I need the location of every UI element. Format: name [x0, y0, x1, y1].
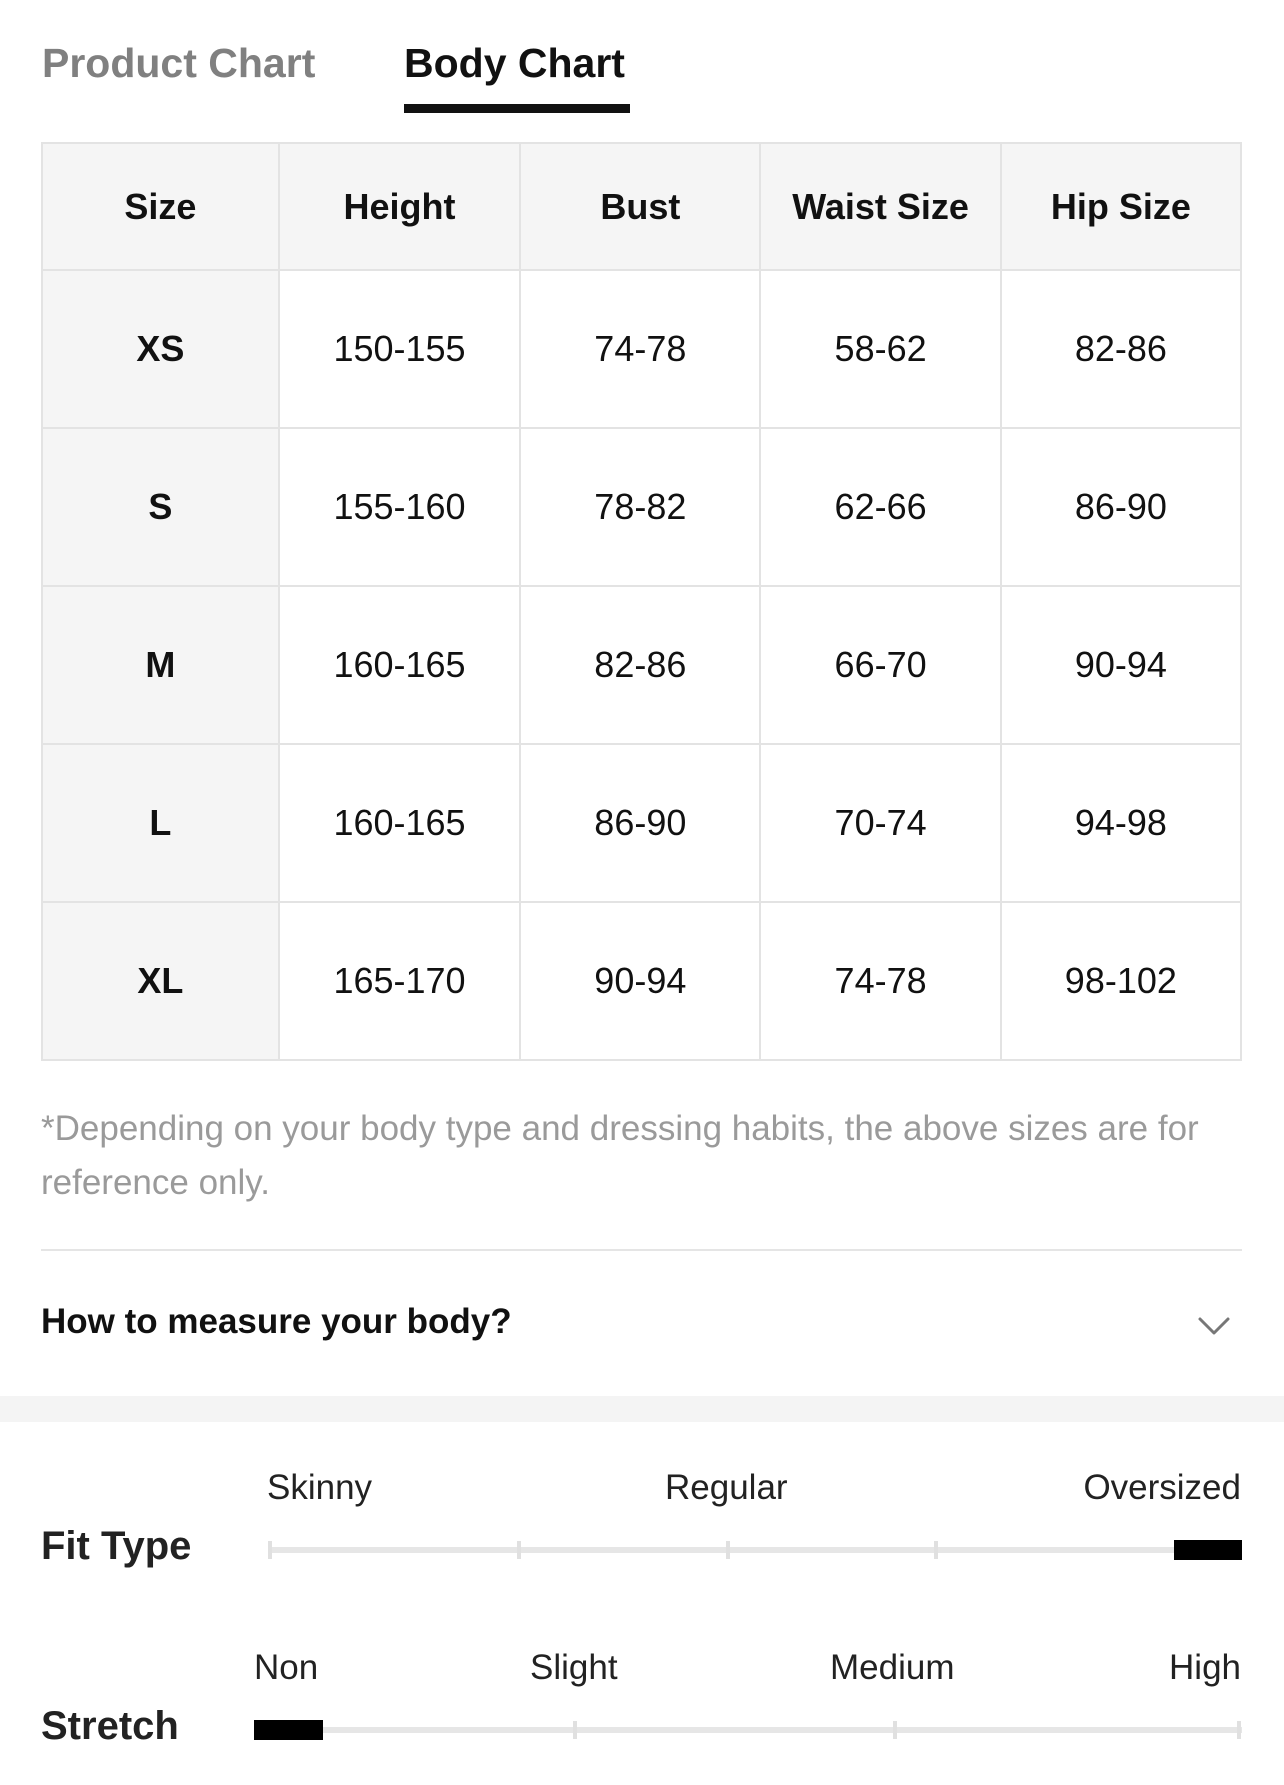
column-header-height: Height	[279, 143, 520, 270]
tab-product-chart[interactable]: Product Chart	[42, 40, 316, 86]
size-cell: L	[42, 744, 279, 902]
hip-cell: 94-98	[1001, 744, 1241, 902]
size-cell: M	[42, 586, 279, 744]
size-cell: S	[42, 428, 279, 586]
table-row	[42, 428, 1241, 586]
body-size-table	[41, 142, 1242, 1061]
active-tab-indicator	[404, 104, 630, 113]
height-cell: 155-160	[279, 428, 520, 586]
stretch-label-slight: Slight	[530, 1648, 618, 1687]
stretch-tick	[1237, 1721, 1241, 1739]
table-row	[42, 902, 1241, 1060]
height-cell: 150-155	[279, 270, 520, 428]
divider	[41, 1249, 1242, 1251]
stretch-label-medium: Medium	[830, 1648, 955, 1687]
column-header-bust: Bust	[520, 143, 760, 270]
stretch-tick	[573, 1721, 577, 1739]
fit-type-tick	[517, 1541, 521, 1559]
hip-cell: 98-102	[1001, 902, 1241, 1060]
fit-type-label-skinny: Skinny	[267, 1468, 373, 1507]
size-cell: XS	[42, 270, 279, 428]
fit-type-tick	[268, 1541, 272, 1559]
column-header-hip-size: Hip Size	[1001, 143, 1241, 270]
size-reference-note: *Depending on your body type and dressing habits, the above sizes are for reference only.	[41, 1109, 1199, 1202]
height-cell: 160-165	[279, 744, 520, 902]
column-header-waist-size: Waist Size	[760, 143, 1000, 270]
stretch-scale	[0, 1648, 1284, 1778]
stretch-labels	[0, 1648, 1284, 1698]
waist-cell: 62-66	[760, 428, 1000, 586]
stretch-title: Stretch	[41, 1704, 179, 1748]
table-header-row	[42, 143, 1241, 270]
stretch-label-high: High	[1169, 1648, 1241, 1687]
fit-type-labels	[0, 1468, 1284, 1518]
section-separator	[0, 1396, 1284, 1422]
how-to-measure-label: How to measure your body?	[41, 1302, 512, 1341]
fit-type-label-regular: Regular	[665, 1468, 788, 1507]
hip-cell: 86-90	[1001, 428, 1241, 586]
bust-cell: 74-78	[520, 270, 760, 428]
waist-cell: 70-74	[760, 744, 1000, 902]
waist-cell: 58-62	[760, 270, 1000, 428]
bust-cell: 78-82	[520, 428, 760, 586]
waist-cell: 74-78	[760, 902, 1000, 1060]
table-row	[42, 586, 1241, 744]
stretch-label-non: Non	[254, 1648, 319, 1687]
bust-cell: 86-90	[520, 744, 760, 902]
tab-body-chart[interactable]: Body Chart	[404, 40, 625, 86]
how-to-measure-accordion[interactable]	[41, 1296, 1242, 1356]
fit-type-tick	[726, 1541, 730, 1559]
column-header-size: Size	[42, 143, 279, 270]
fit-type-title: Fit Type	[41, 1524, 192, 1568]
hip-cell: 82-86	[1001, 270, 1241, 428]
table-row	[42, 270, 1241, 428]
fit-type-track	[268, 1547, 1242, 1553]
stretch-selected-marker	[254, 1720, 323, 1740]
size-chart-tabs	[42, 40, 1242, 114]
fit-type-scale	[0, 1468, 1284, 1598]
bust-cell: 90-94	[520, 902, 760, 1060]
bust-cell: 82-86	[520, 586, 760, 744]
hip-cell: 90-94	[1001, 586, 1241, 744]
fit-type-label-oversized: Oversized	[1083, 1468, 1241, 1507]
table-row	[42, 744, 1241, 902]
size-cell: XL	[42, 902, 279, 1060]
stretch-tick	[893, 1721, 897, 1739]
fit-type-tick	[934, 1541, 938, 1559]
chevron-down-icon[interactable]	[1194, 1306, 1234, 1346]
fit-type-selected-marker	[1174, 1540, 1242, 1560]
height-cell: 160-165	[279, 586, 520, 744]
height-cell: 165-170	[279, 902, 520, 1060]
waist-cell: 66-70	[760, 586, 1000, 744]
stretch-track	[254, 1727, 1242, 1733]
